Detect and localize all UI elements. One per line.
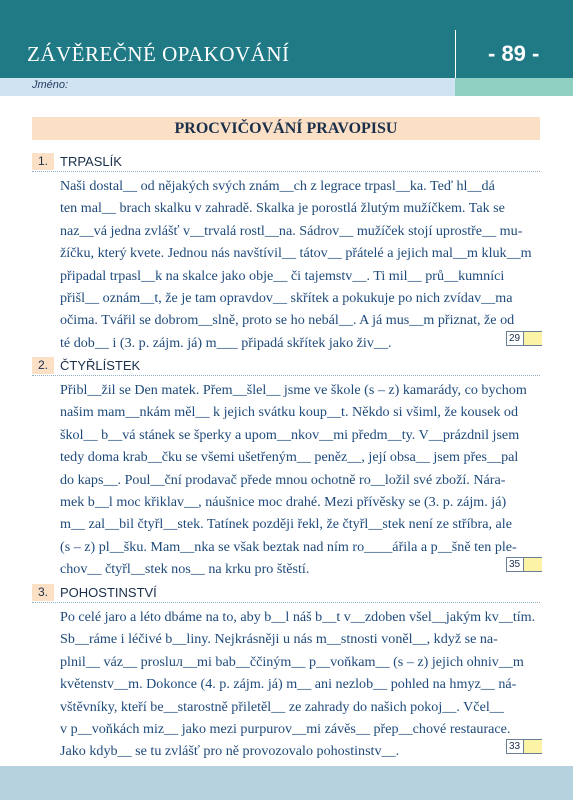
chapter-title: ZÁVĚREČNÉ OPAKOVÁNÍ <box>27 42 290 66</box>
text-line: mek b__l moc křiklav__, náušnice moc drahé. Mezi přívěsky se (3. p. zájm. já) <box>60 494 507 511</box>
score-input[interactable] <box>523 332 542 345</box>
text-line: žíčku, který kvete. Jednou nás navštívil__ tátov__ přátelé a jejich mal__m kluk__m <box>60 245 532 262</box>
text-line: Sb__ráme i léčivé b__liny. Nejkrásněji u nás m__stnosti voněl__, když se na- <box>60 631 498 648</box>
exercise-number: 2. <box>32 357 54 374</box>
score-box <box>506 739 542 754</box>
score-box <box>506 557 542 572</box>
name-label: Jméno: <box>32 79 69 91</box>
text-line: připadal trpasl__k na skalce jako obje__ či tajemstv__. Ti mil__ prů__kumníci <box>60 267 505 284</box>
name-row-accent <box>455 78 573 96</box>
text-line: očima. Tvářil se dobrom__slně, proto se ho nebál__. A já mus__m přiznat, že od <box>60 312 515 329</box>
text-line: květenstv__m. Dokonce (4. p. zájm. já) m__ ani nezlob__ pohled na hmyz__ ná- <box>60 676 517 693</box>
exercise-title: POHOSTINSTVÍ <box>60 585 157 600</box>
text-line: plnil__ váz__ prosluл__mi bab__ččiným__ p__voňkam__ (s – z) jejich ohniv__m <box>60 653 524 670</box>
exercise-divider <box>32 171 540 172</box>
text-line: v p__voňkách miz__ jako mezi purpurov__mi závěs__ přep__chové restaurace. <box>60 721 511 738</box>
text-line: přišl__ oznám__t, že je tam opravdov__ skřítek a pokukuje po nich zvídav__ma <box>60 290 513 307</box>
text-line: Po celé jaro a léto dbáme na to, aby b__l náš b__t v__zdoben všel__jakým kv__tím. <box>60 609 536 625</box>
exercise-section-2 <box>32 357 542 581</box>
text-line: do kaps__. Poul__ční prodavač přede mnou ochotně ro__ložil své zboží. Nára- <box>60 471 506 488</box>
text-line: m__ zal__bil čtyřl__stek. Tatínek později řekl, že čtyřl__stek není ze stříbra, ale <box>60 516 512 533</box>
text-line: našim mam__nkám měl__ k jejich svátku koup__t. Někdo si všiml, že kousek od <box>60 404 518 421</box>
text-line: naz__vá jedna zvlášť v__trvalá rostl__na. Sádrov__ mužíček stojí uprostře__ mu- <box>60 222 523 239</box>
text-line: škol__ b__vá stánek se šperky a upom__nkov__mi předm__ty. V__prázdnil jsem <box>60 426 520 443</box>
name-row <box>0 78 573 96</box>
score-max: 35 <box>508 559 521 570</box>
exercise-title: ČTYŘLÍSTEK <box>60 358 141 373</box>
exercise-title: TRPASLÍK <box>60 154 122 169</box>
exercise-section-3 <box>32 584 542 763</box>
score-input[interactable] <box>523 558 542 571</box>
text-line: chov__ čtyřl__stek nos__ na krku pro štěstí. <box>60 561 310 578</box>
text-line: tedy doma krab__čku se všemi ušetřeným__ peněz__, její obsa__ jsem přes__pal <box>60 449 519 466</box>
text-line: vštěvníky, kteří be__starostně přiletěl__ ze zahrady do našich pokoj__. Včel__ <box>60 698 504 715</box>
page-number: - 89 - <box>488 41 540 66</box>
exercise-header <box>32 153 542 175</box>
score-input[interactable] <box>523 740 542 753</box>
score-max: 29 <box>508 333 521 344</box>
exercise-header <box>32 584 542 606</box>
exercise-text <box>60 606 540 763</box>
text-line: Naši dostal__ od nějakých svých znám__ch z legrace trpasl__ka. Teď hl__dá <box>60 178 495 194</box>
text-line: té dob__ i (3. p. zájm. já) m___ připadá skřítek jako živ__. <box>60 334 392 351</box>
score-box <box>506 331 542 346</box>
page-header <box>0 0 573 78</box>
exercise-number: 1. <box>32 153 54 170</box>
exercise-text <box>60 379 540 581</box>
worksheet-banner <box>32 117 540 140</box>
exercise-section-1 <box>32 153 542 354</box>
exercise-divider <box>32 602 540 603</box>
header-divider <box>455 30 456 78</box>
exercise-divider <box>32 375 540 376</box>
text-line: ten mal__ brach skalku v zahradě. Skalka je porostlá žlutým mužíčkem. Tak se <box>60 200 505 217</box>
worksheet-title: PROCVIČOVÁNÍ PRAVOPISU <box>174 120 398 137</box>
exercise-text <box>60 175 540 354</box>
score-max: 33 <box>508 741 521 752</box>
page-footer <box>0 766 573 800</box>
exercise-number: 3. <box>32 584 54 601</box>
exercise-header <box>32 357 542 379</box>
text-line: Jako kdyb__ se tu zvlášť pro ně provozovalo pohostinstv__. <box>60 743 400 760</box>
text-line: (s – z) pl__šku. Mam__nka se však beztak nad ním ro____ářila a p__šně ten ple- <box>60 538 517 555</box>
text-line: Přibl__žil se Den matek. Přem__šlel__ jsme ve škole (s – z) kamarády, co bychom <box>60 382 527 398</box>
